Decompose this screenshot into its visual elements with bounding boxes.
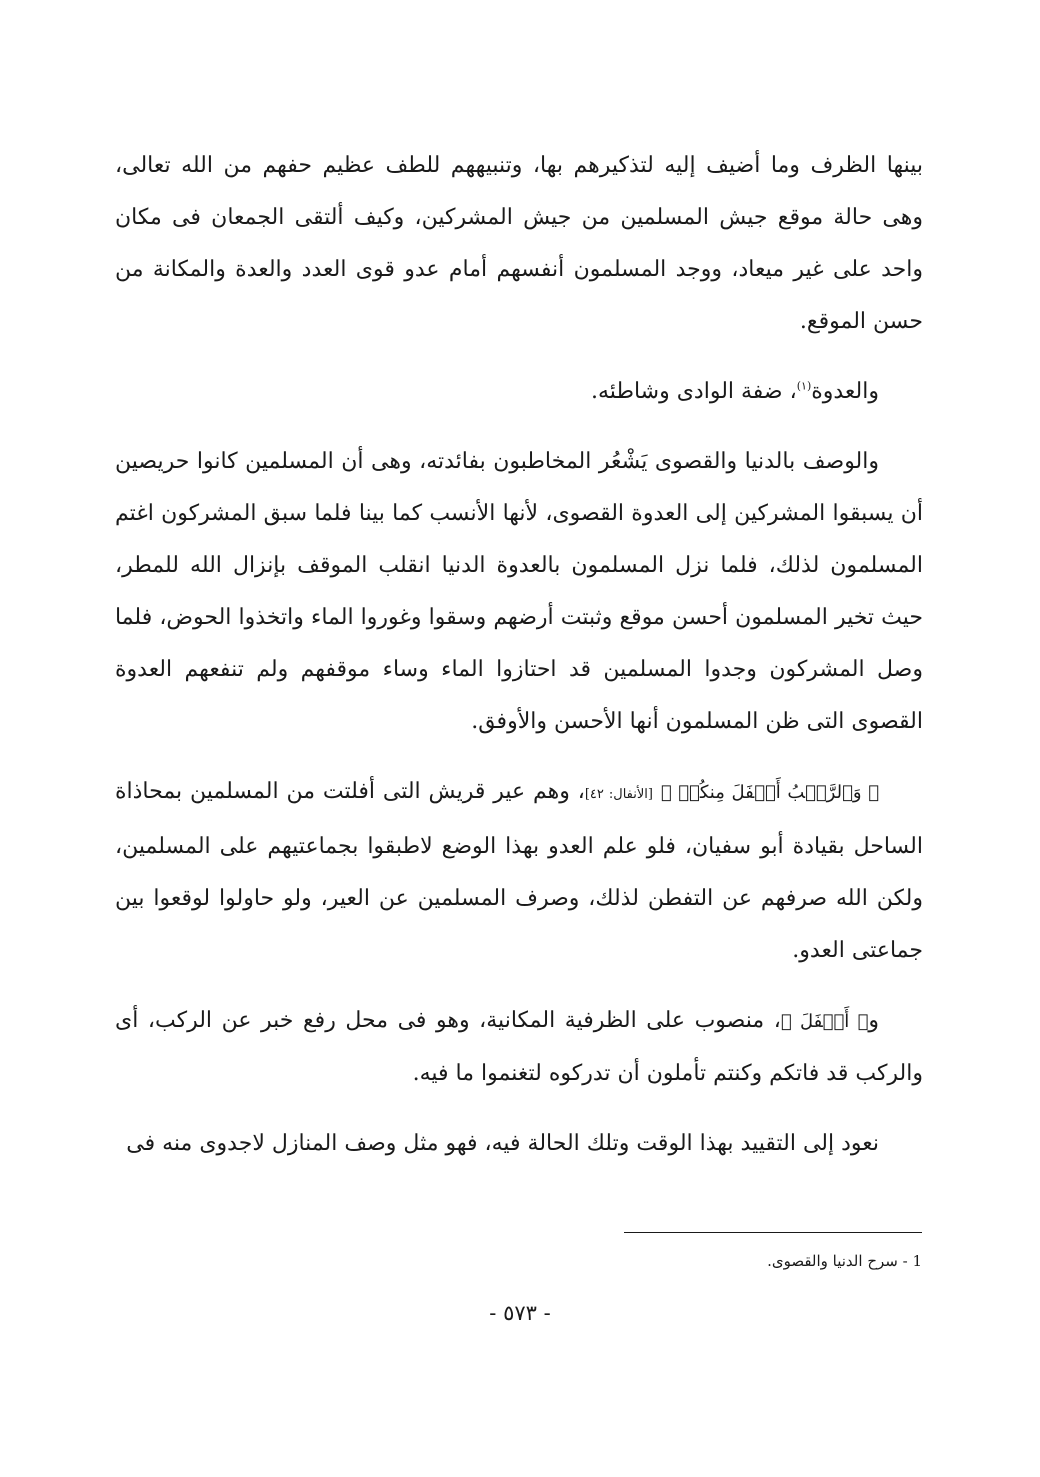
paragraph-5-text: ، منصوب على الظرفية المكانية، وهو فى محل رفع خبر عن الركب، أى والركب قد فاتكم وكنتم تأملون أن تدركوه لتغنموا ما فيه. xyxy=(115,1008,923,1086)
page-body xyxy=(115,140,923,1188)
paragraph-2-text-before: والعدوة xyxy=(811,379,879,404)
paragraph-5-prefix: و xyxy=(868,1008,879,1033)
page-number: - ٥٧٣ - xyxy=(489,1301,551,1325)
paragraph-5 xyxy=(115,995,923,1100)
paragraph-2 xyxy=(115,366,923,418)
paragraph-3-text: والوصف بالدنيا والقصوى يَشْعُر المخاطبون بفائدته، وهى أن المسلمين كانوا حريصين أن يسبقوا المشركين إلى العدوة القصوى، لأنها الأنسب كما بينا فلما سبق المشركون اغتم المسلمون لذلك، فلما نزل المسلمون بالعدوة الدنيا انقلب الموقف بإنزال الله للمطر، حيث تخير المسلمون أحسن موقع وثبتت أرضهم وسقوا وغوروا الماء واتخذوا الحوض، فلما وصل المشركون وجدوا المسلمين قد احتازوا الماء وساء موقفهم ولم تنفعهم العدوة القصوى التى ظن المسلمون أنها الأحسن والأوفق. xyxy=(115,449,923,734)
paragraph-1-text: بينها الظرف وما أضيف إليه لتذكيرهم بها، وتنبيههم للطف عظيم حفهم من الله تعالى، وهى حالة موقع جيش المسلمين من جيش المشركين، وكيف ألتقى الجمعان فى مكان واحد على غير ميعاد، ووجد المسلمون أنفسهم أمام عدو قوى العدد والعدة والمكانة من حسن الموقع. xyxy=(115,153,923,334)
paragraph-2-text-after: ، ضفة الوادى وشاطئه. xyxy=(591,379,797,404)
quran-verse: ﴿ وَٱلرَّكۡبُ أَسۡفَلَ مِنكُمۡ ﴾ xyxy=(660,782,879,803)
paragraph-3 xyxy=(115,436,923,748)
footnote-divider xyxy=(624,1232,922,1233)
paragraph-4 xyxy=(115,766,923,977)
quran-word: ﴿ أَسۡفَلَ ﴾ xyxy=(780,1011,869,1032)
paragraph-1 xyxy=(115,140,923,348)
footnote: 1 - سرح الدنيا والقصوى. xyxy=(767,1252,922,1270)
paragraph-6 xyxy=(115,1118,923,1170)
paragraph-6-text: نعود إلى التقييد بهذا الوقت وتلك الحالة فيه، فهو مثل وصف المنازل لاجدوى منه فى xyxy=(126,1131,879,1156)
verse-reference: [الأنفال: ٤٢] xyxy=(584,787,653,802)
footnote-marker: (١) xyxy=(796,379,812,393)
paragraph-4-text: ، وهم عير قريش التى أفلتت من المسلمين بمحاذاة الساحل بقيادة أبو سفيان، فلو علم العدو بهذا الوضع لاطبقوا بجماعتيهم على المسلمين، ولكن الله صرفهم عن التفطن لذلك، وصرف المسلمين عن العير، ولو حاولوا لوقعوا بين جماعتى العدو. xyxy=(115,779,923,963)
